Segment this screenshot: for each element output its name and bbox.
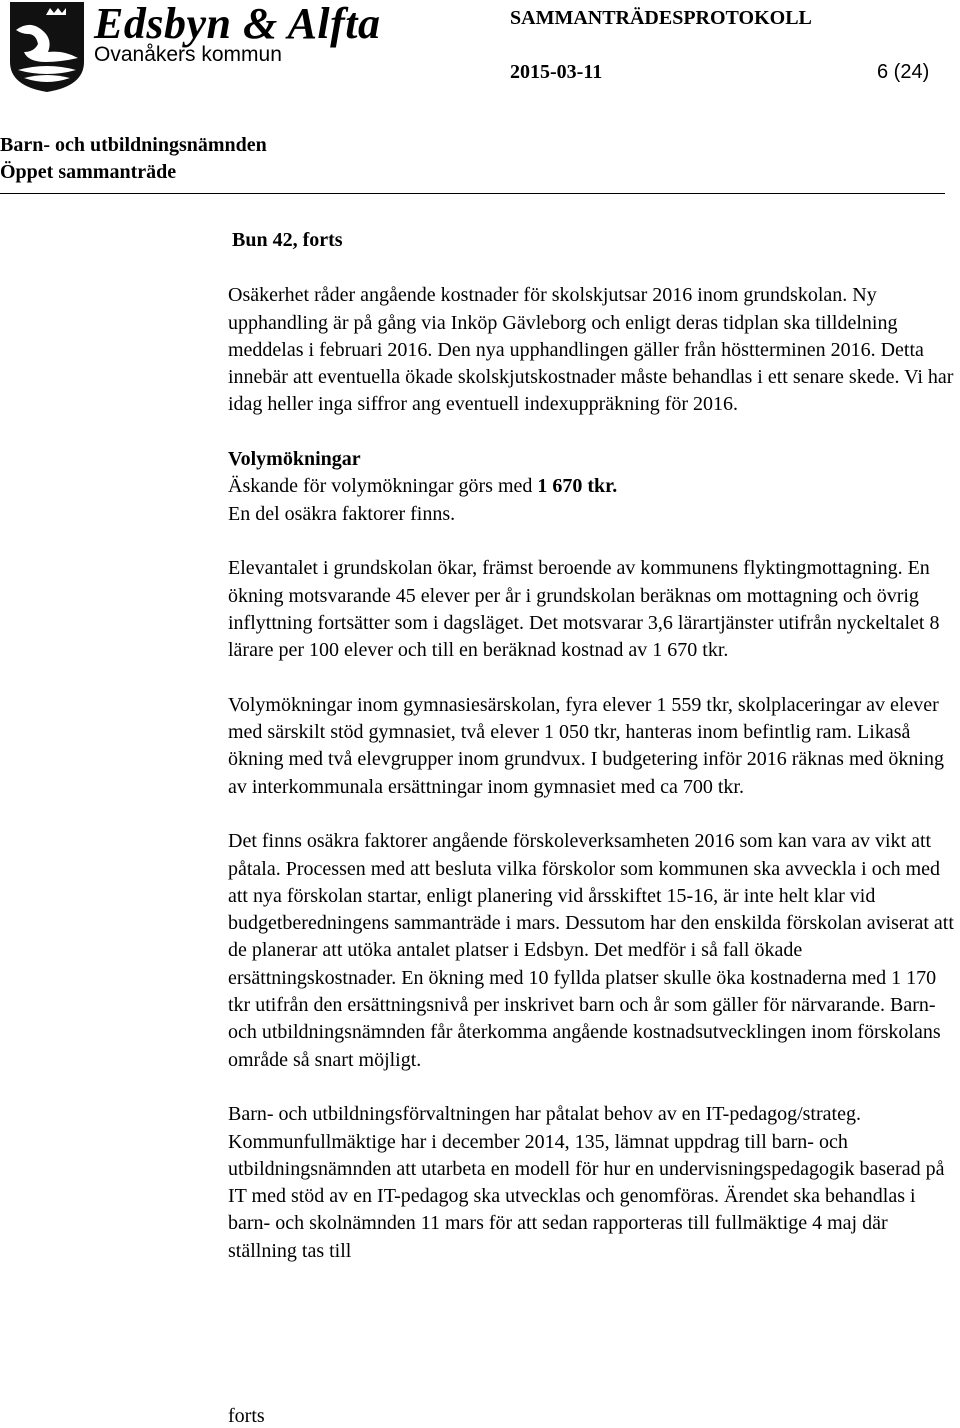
paragraph-upper-secondary: Volymökningar inom gymnasiesärskolan, fyra elever 1 559 tkr, skolplaceringar av elever med särskilt stöd gymnasiet, två elever 1 050 tkr, hanteras inom befintlig ram. Likaså ökning med två elevgrupper inom grundvux. I budgetering inför 2016 räknas med ökning av interkommunala ersättningar inom gymnasiet med ca 700 tkr. (228, 693, 944, 798)
meeting-type: Öppet sammanträde (0, 161, 177, 183)
header-divider (0, 193, 945, 194)
document-body (228, 227, 958, 1292)
committee-name: Barn- och utbildningsnämnden (0, 134, 267, 156)
volume-uncertain-text: En del osäkra faktorer finns. (228, 502, 456, 525)
brand-subtitle: Ovanåkers kommun (94, 43, 282, 66)
paragraph-preschool: Det finns osäkra faktorer angående förskoleverksamheten 2016 som kan vara av vikt att påtala. Processen med att besluta vilka förskolor som kommunen ska avveckla i och med att nya förskolan startar, enligt planering vid årsskiftet 15-16, är inte helt klar vid budgetberedningens sammanträde i mars. Dessutom har den enskilda förskolan aviserat att de planerar att utöka antalet platser i Edsbyn. Det medför i så fall ökade ersättningskostnader. En ökning med 10 fyllda platser skulle öka kostnaderna med 1 170 tkr utifrån den ersättningsnivå per inskrivet barn och år som gäller för närvarande. Barn- och utbildningsnämnden får återkomma angående kostnadsutvecklingen inom förskolans område så snart möjligt. (228, 830, 954, 1071)
continued-marker: forts (228, 1405, 265, 1427)
volume-block (228, 446, 958, 528)
volume-heading: Volymökningar (228, 448, 361, 471)
municipality-logo (2, 0, 382, 95)
paragraph-it-pedagogue: Barn- och utbildningsförvaltningen har påtalat behov av en IT-pedagog/strateg. Kommunfullmäktige har i december 2014, 135, lämnat uppdrag till barn- och utbildningsnämnden att utarbeta en modell för hur en undervisningspedagogik baserad på IT med stöd av en IT-pedagog ska utvecklas och genomföras. Ärendet ska behandlas i barn- och skolnämnden 11 mars för att sedan rapporteras till fullmäktige 4 maj där ställning tas till (228, 1103, 945, 1262)
meeting-date: 2015-03-11 (510, 61, 603, 83)
swan-emblem-icon (2, 0, 92, 92)
paragraph-school-transport: Osäkerhet råder angående kostnader för skolskjutsar 2016 inom grundskolan. Ny upphandling är på gång via Inköp Gävleborg och enligt deras tidplan ska tilldelning meddelas i februari 2016. Den nya upphandlingen gäller från höstterminen 2016. Detta innebär att eventuella ökade skolskjutskostnader måste behandlas i ett senare skede. Vi har idag heller inga siffror ang eventuell indexuppräkning för 2016. (228, 284, 954, 416)
paragraph-pupil-count: Elevantalet i grundskolan ökar, främst beroende av kommunens flyktingmottagning. En ökning motsvarande 45 elever per år i grundskolan beräknas om mottagning och övrig inflyttning fortsätter som i dagsläget. Det motsvarar 3,6 lärartjänster utifrån nyckeltalet 8 lärare per 100 elever och till en beräknad kostnad av 1 670 tkr. (228, 557, 940, 662)
document-type: SAMMANTRÄDESPROTOKOLL (510, 7, 812, 29)
section-heading: Bun 42, forts (232, 229, 343, 251)
brand-name: Edsbyn & Alfta (94, 0, 381, 48)
page-number: 6 (24) (877, 61, 930, 83)
volume-request-amount: 1 670 tkr. (537, 475, 618, 498)
volume-request-text: Äskande för volymökningar görs med (228, 475, 538, 498)
